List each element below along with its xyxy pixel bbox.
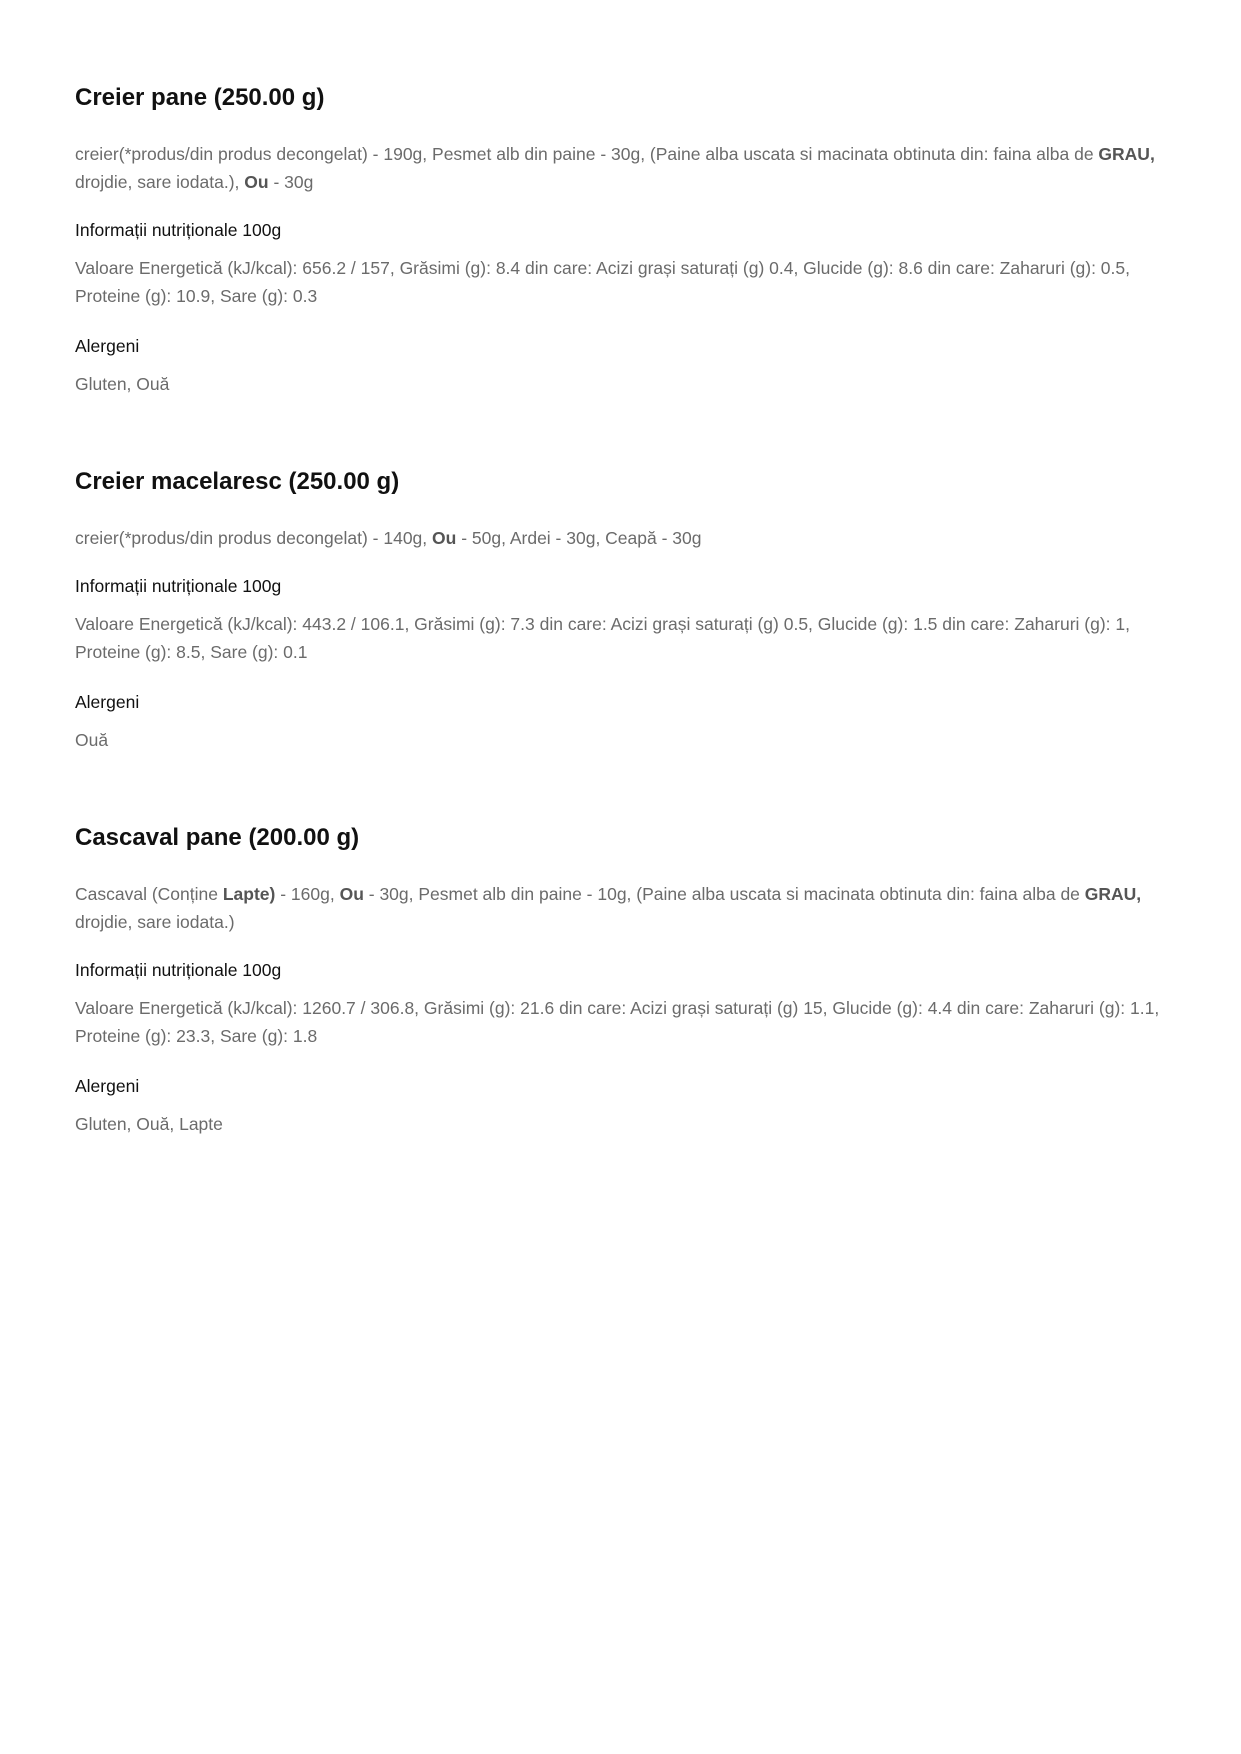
- ingredient-segment: - 30g: [268, 172, 314, 192]
- product-list: [75, 76, 1175, 1200]
- allergens-label: Alergeni: [75, 1076, 140, 1096]
- product-title: Creier pane (250.00 g): [75, 84, 325, 111]
- ingredient-segment-bold: Ou: [244, 172, 269, 192]
- nutrition-text: Valoare Energetică (kJ/kcal): 443.2 / 106.1, Grăsimi (g): 7.3 din care: Acizi grași saturați (g) 0.5, Glucide (g): 1.5 din care: Zaharuri (g): 1, Proteine (g): 8.5, Sare (g): 0.1: [75, 614, 1130, 662]
- nutrition-label: Informații nutriționale 100g: [75, 960, 282, 980]
- nutrition-label: Informații nutriționale 100g: [75, 576, 282, 596]
- ingredient-segment-bold: Lapte): [222, 884, 276, 904]
- ingredient-segment: drojdie, sare iodata.),: [75, 172, 245, 192]
- ingredient-segment-bold: Ou: [432, 528, 457, 548]
- product-title: Creier macelaresc (250.00 g): [75, 468, 400, 495]
- nutrition-text: Valoare Energetică (kJ/kcal): 656.2 / 157, Grăsimi (g): 8.4 din care: Acizi grași saturați (g) 0.4, Glucide (g): 8.6 din care: Zaharuri (g): 0.5, Proteine (g): 10.9, Sare (g): 0.3: [75, 258, 1130, 306]
- ingredient-segment: Cascaval (Conține: [75, 884, 223, 904]
- allergens-label: Alergeni: [75, 336, 140, 356]
- ingredients-text: [75, 140, 1175, 196]
- ingredients-text: [75, 880, 1175, 936]
- ingredient-segment: creier(*produs/din produs decongelat) - 140g,: [75, 528, 433, 548]
- ingredient-segment-bold: GRAU,: [1098, 144, 1155, 164]
- product-cascaval-pane: [75, 816, 1175, 1138]
- ingredient-segment: - 50g, Ardei - 30g, Ceapă - 30g: [456, 528, 702, 548]
- ingredient-segment-bold: Ou: [339, 884, 364, 904]
- allergens-text: Ouă: [75, 730, 109, 750]
- ingredient-segment: - 30g, Pesmet alb din paine - 10g, (Paine alba uscata si macinata obtinuta din: faina alba de: [363, 884, 1085, 904]
- allergens-label: Alergeni: [75, 692, 140, 712]
- ingredients-text: [75, 524, 1175, 552]
- product-creier-macelaresc: [75, 460, 1175, 754]
- product-creier-pane: [75, 76, 1175, 398]
- nutrition-text: Valoare Energetică (kJ/kcal): 1260.7 / 306.8, Grăsimi (g): 21.6 din care: Acizi grași saturați (g) 15, Glucide (g): 4.4 din care: Zaharuri (g): 1.1, Proteine (g): 23.3, Sare (g): 1.8: [75, 998, 1160, 1046]
- allergens-text: Gluten, Ouă, Lapte: [75, 1114, 223, 1134]
- ingredient-segment: drojdie, sare iodata.): [75, 912, 235, 932]
- nutrition-label: Informații nutriționale 100g: [75, 220, 282, 240]
- ingredient-segment-bold: GRAU,: [1084, 884, 1142, 904]
- ingredient-segment: creier(*produs/din produs decongelat) - 190g, Pesmet alb din paine - 30g, (Paine alba uscata si macinata obtinuta din: faina alba de: [75, 144, 1099, 164]
- ingredient-segment: - 160g,: [275, 884, 340, 904]
- product-title: Cascaval pane (200.00 g): [75, 824, 360, 851]
- allergens-text: Gluten, Ouă: [75, 374, 170, 394]
